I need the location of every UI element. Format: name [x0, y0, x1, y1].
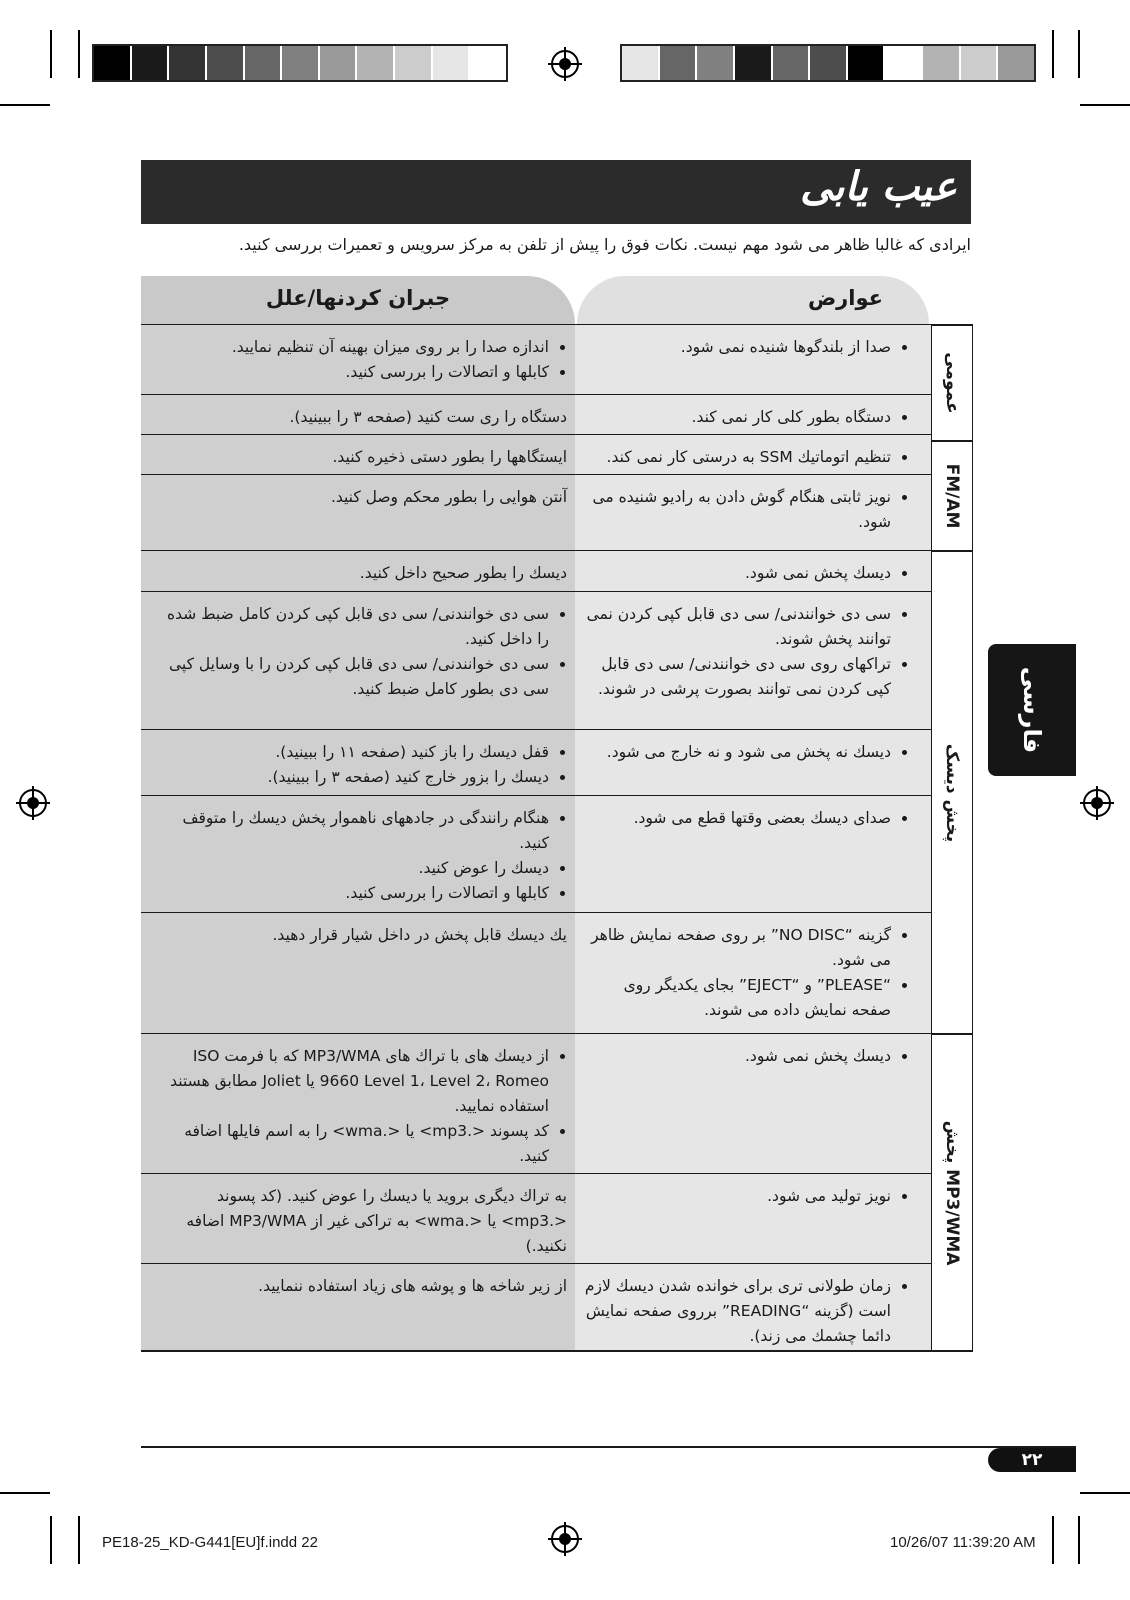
footer-rule [141, 1446, 1076, 1448]
crop-mark [1080, 1492, 1130, 1494]
table-row [141, 1033, 931, 1173]
symptom-item: • دیسك نه پخش می شود و نه خارج می شود. [583, 740, 891, 765]
category-label: FM/AM [942, 463, 962, 529]
registration-mark-icon [1080, 786, 1114, 820]
title-band [141, 160, 971, 224]
remedy-header-label: جبران کردنها/علل [265, 286, 451, 310]
remedy-cell [141, 1174, 575, 1263]
remedy-item: • هنگام رانندگی در جادههای ناهموار پخش دیسك را متوقف کنید. [153, 806, 549, 856]
page-number: ۲۲ [988, 1448, 1076, 1472]
table-row [141, 1173, 931, 1263]
table-row [141, 324, 931, 394]
table-row [141, 591, 931, 729]
file-slug: PE18-25_KD-G441[EU]f.indd 22 [102, 1534, 318, 1551]
remedy-cell [141, 913, 575, 1033]
print-datetime: 10/26/07 11:39:20 AM [890, 1534, 1036, 1551]
table-row [141, 474, 931, 550]
symptom-cell [575, 913, 931, 1033]
symptom-cell [575, 1034, 931, 1173]
symptom-cell [575, 796, 931, 912]
crop-mark [50, 30, 52, 78]
remedy-item: از زیر شاخه ها و پوشه های زیاد استفاده ننمایید. [258, 1277, 567, 1295]
symptom-item: • سی دی خوانندنی/ سی دی قابل کپی کردن نمی توانند پخش شوند. [583, 602, 891, 652]
remedy-item: • از دیسك های با تراك های MP3/WMA که با فرمت ISO 9660 Level 1، Level 2، Romeo یا Joliet مطابق هستند استفاده نمایید. [153, 1044, 549, 1119]
remedy-item: • دیسك را بزور خارج کنید (صفحه ۳ را ببینید). [153, 765, 549, 790]
remedy-item: دستگاه را ری ست کنید (صفحه ۳ را ببینید). [289, 408, 567, 426]
page-title: عیب یابی [800, 164, 957, 210]
remedy-item: • سی دی خوانندنی/ سی دی قابل کپی کردن کامل ضبط شده را داخل کنید. [153, 602, 549, 652]
symptom-cell [575, 435, 931, 474]
troubleshooting-table [141, 276, 973, 1376]
remedy-item: • کد پسوند <.mp3> یا <.wma> را به اسم فایلها اضافه کنید. [153, 1119, 549, 1169]
crop-mark [1052, 30, 1054, 78]
category-label: پخش دیسک [942, 743, 962, 842]
symptom-cell [575, 551, 931, 591]
crop-mark [1078, 30, 1080, 78]
remedy-cell [141, 730, 575, 795]
crop-mark [1052, 1516, 1054, 1564]
crop-mark [1080, 104, 1130, 106]
remedy-item: دیسك را بطور صحیح داخل کنید. [359, 564, 567, 582]
remedy-cell [141, 475, 575, 550]
symptom-item: • تنظیم اتوماتیك SSM به درستی کار نمی کند. [583, 445, 891, 470]
symptom-item: • دیسك پخش نمی شود. [583, 561, 891, 586]
symptom-item: • نویز تولید می شود. [583, 1184, 891, 1209]
crop-mark [1078, 1516, 1080, 1564]
remedy-cell [141, 592, 575, 729]
remedy-item: • اندازه صدا را بر روی میزان بهینه آن تنظیم نمایید. [153, 335, 549, 360]
remedy-item: • قفل دیسك را باز کنید (صفحه ۱۱ را ببینید). [153, 740, 549, 765]
remedy-item: • سی دی خوانندنی/ سی دی قابل کپی کردن را با وسایل کپی سی دی بطور کامل ضبط کنید. [153, 652, 549, 702]
remedy-item: آنتن هوایی را بطور محکم وصل کنید. [330, 488, 567, 506]
grayscale-bar-right [620, 44, 1036, 82]
remedy-cell [141, 435, 575, 474]
symptom-cell [575, 1264, 931, 1350]
language-tab [988, 644, 1076, 776]
symptom-item: • دستگاه بطور کلی کار نمی کند. [583, 405, 891, 430]
symptom-header [577, 276, 929, 324]
symptom-item: • دیسك پخش نمی شود. [583, 1044, 891, 1069]
category-general [931, 324, 973, 440]
category-mp3 [931, 1033, 973, 1350]
remedy-item: • دیسك را عوض کنید. [153, 856, 549, 881]
table-row [141, 1263, 931, 1350]
remedy-cell [141, 395, 575, 434]
crop-mark [78, 1516, 80, 1564]
crop-mark [78, 30, 80, 78]
symptom-item: • گزینه “NO DISC” بر روی صفحه نمایش ظاهر می شود. [583, 923, 891, 973]
symptom-item: • تراکهای روی سی دی خوانندنی/ سی دی قابل کپی کردن نمی توانند بصورت پرشی در شوند. [583, 652, 891, 702]
symptom-item: • نویز ثابتی هنگام گوش دادن به رادیو شنیده می شود. [583, 485, 891, 535]
remedy-item: به تراك دیگری بروید یا دیسك را عوض کنید. (کد پسوند <.mp3> یا <.wma> به تراکی غیر از MP3/WMA اضافه نکنید.) [186, 1187, 567, 1255]
remedy-cell [141, 1264, 575, 1350]
remedy-cell [141, 796, 575, 912]
table-row [141, 394, 931, 434]
symptom-cell [575, 592, 931, 729]
symptom-cell [575, 475, 931, 550]
symptom-cell [575, 395, 931, 434]
symptom-cell [575, 1174, 931, 1263]
remedy-cell [141, 325, 575, 394]
remedy-item: ایستگاهها را بطور دستی ذخیره کنید. [332, 448, 567, 466]
symptom-item: • “PLEASE” و “EJECT” بجای یکدیگر روی صفحه نمایش داده می شوند. [583, 973, 891, 1023]
remedy-cell [141, 551, 575, 591]
table-row [141, 912, 931, 1033]
symptom-header-label: عوارض [807, 286, 883, 310]
language-tab-label: فارسی [1018, 666, 1046, 754]
table-row [141, 729, 931, 795]
symptom-item: • زمان طولانی تری برای خوانده شدن دیسك لازم است (گزینه “READING” برروی صفحه نمایش دائما چشمك می زند). [583, 1274, 891, 1349]
intro-text: ایرادی که غالبا ظاهر می شود مهم نیست. نکات فوق را پیش از تلفن به مرکز سرویس و تعمیرات بررسی کنید. [238, 235, 971, 254]
category-label: عمومی [942, 352, 962, 414]
registration-mark-icon [548, 1522, 582, 1556]
table-row [141, 795, 931, 912]
registration-mark-icon [16, 786, 50, 820]
category-fmam [931, 440, 973, 550]
crop-mark [0, 1492, 50, 1494]
symptom-cell [575, 730, 931, 795]
category-label: پخش MP3/WMA [942, 1120, 962, 1265]
remedy-header [141, 276, 575, 324]
remedy-item: • کابلها و اتصالات را بررسی کنید. [153, 881, 549, 906]
table-row [141, 434, 931, 474]
remedy-cell [141, 1034, 575, 1173]
category-disc [931, 550, 973, 1033]
grayscale-bar-left [92, 44, 508, 82]
remedy-item: یك دیسك قابل پخش در داخل شیار قرار دهید. [272, 926, 567, 944]
crop-mark [50, 1516, 52, 1564]
symptom-cell [575, 325, 931, 394]
table-bottom-rule [141, 1350, 973, 1352]
remedy-item: • کابلها و اتصالات را بررسی کنید. [153, 360, 549, 385]
symptom-item: • صدای دیسك بعضی وقتها قطع می شود. [583, 806, 891, 831]
registration-mark-icon [548, 47, 582, 81]
crop-mark [0, 104, 50, 106]
symptom-item: • صدا از بلندگوها شنیده نمی شود. [583, 335, 891, 360]
table-row [141, 550, 931, 591]
